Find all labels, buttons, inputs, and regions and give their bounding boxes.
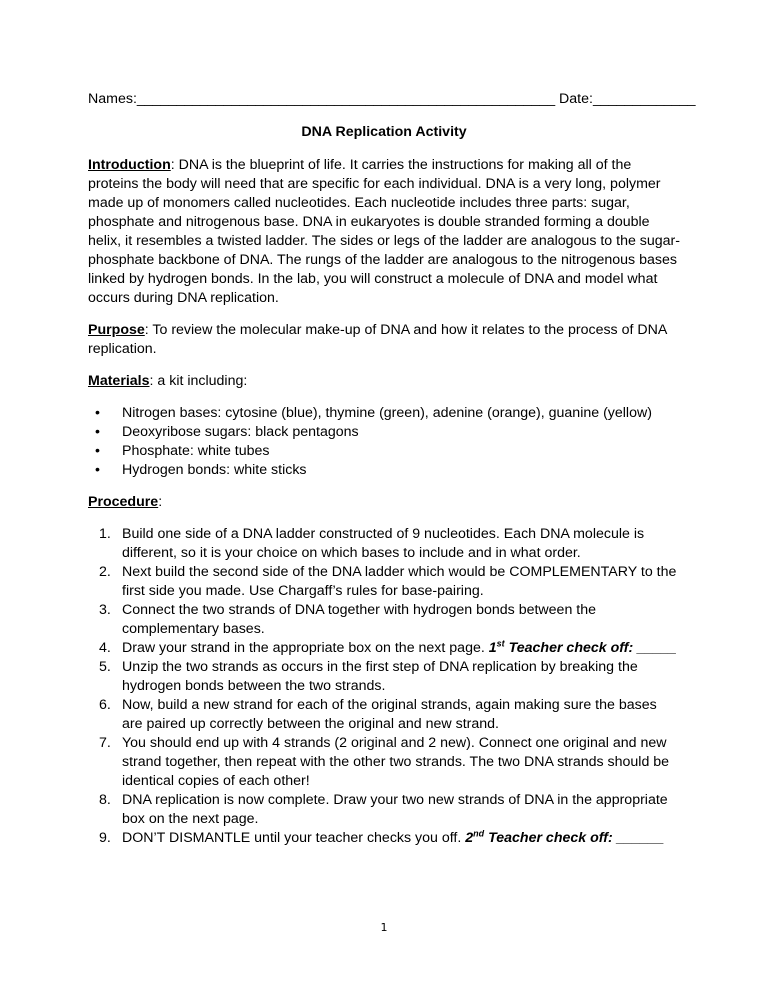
materials-intro: : a kit including: — [149, 373, 248, 389]
teacher-check-off-1 — [489, 640, 677, 656]
step-text: Next build the second side of the DNA ladder which would be COMPLEMENTARY to the first side you made. Use Chargaff’s rules for base-pairing. — [122, 564, 677, 599]
document-body — [88, 90, 696, 848]
introduction-text: : DNA is the blueprint of life. It carries the instructions for making all of the proteins the body will need that are specific for each individual. DNA is a very long, polymer made up of monomers called nucleotides. Each nucleotide includes three parts: sugar, phosphate and nitrogenous base. DNA in eukaryotes is double stranded forming a double helix, it resembles a twisted ladder. The sides or legs of the ladder are analogous to the sugar-phosphate backbone of DNA. The rungs of the ladder are analogous to the nitrogenous bases linked by hydrogen bonds. In the lab, you will construct a molecule of DNA and model what occurs during DNA replication. — [88, 157, 681, 306]
step-number: 6. — [99, 697, 111, 713]
page-number: 1 — [380, 921, 388, 934]
step-text: Unzip the two strands as occurs in the first step of DNA replication by breaking the hydrogen bonds between the two strands. — [122, 659, 638, 694]
step-number: 4. — [99, 640, 111, 656]
procedure-colon: : — [158, 494, 163, 510]
check-text: Teacher check off: _____ — [504, 640, 677, 656]
materials-list — [88, 404, 680, 480]
step-number: 9. — [99, 830, 111, 846]
date-label: Date: — [559, 91, 593, 107]
step-number: 8. — [99, 792, 111, 808]
introduction-paragraph — [88, 156, 680, 308]
materials-heading: Materials — [88, 373, 150, 389]
date-blank: _____________ — [592, 91, 696, 107]
list-item: • Hydrogen bonds: white sticks — [88, 461, 680, 480]
list-item: • Nitrogen bases: cytosine (blue), thymine (green), adenine (orange), guanine (yellow) — [88, 404, 680, 423]
check-ordinal: 2 — [465, 830, 474, 846]
procedure-step — [88, 791, 680, 829]
check-ordinal: 1 — [488, 640, 497, 656]
step-number: 7. — [99, 735, 111, 751]
procedure-step — [88, 601, 680, 639]
procedure-step — [88, 639, 680, 658]
procedure-steps — [88, 525, 680, 848]
step-text: DON’T DISMANTLE until your teacher checks you off. — [122, 830, 466, 846]
step-number: 1. — [99, 526, 111, 542]
check-ordinal-suffix: st — [496, 638, 505, 649]
names-date-line — [88, 90, 696, 109]
step-text: You should end up with 4 strands (2 original and 2 new). Connect one original and new strand together, then repeat with the other two strands. The two DNA strands should be identical copies of each other! — [122, 735, 670, 789]
procedure-step — [88, 696, 680, 734]
procedure-step — [88, 829, 680, 848]
step-text: DNA replication is now complete. Draw your two new strands of DNA in the appropriate box on the next page. — [122, 792, 668, 827]
step-number: 5. — [99, 659, 111, 675]
names-blank: _____________________________________________________ — [136, 91, 556, 107]
document-title: DNA Replication Activity — [301, 124, 467, 140]
list-item: • Phosphate: white tubes — [88, 442, 680, 461]
teacher-check-off-2 — [465, 830, 664, 846]
purpose-paragraph — [88, 321, 680, 359]
procedure-step — [88, 734, 680, 791]
check-text: Teacher check off: ______ — [484, 830, 664, 846]
step-text: Build one side of a DNA ladder constructed of 9 nucleotides. Each DNA molecule is different, so it is your choice on which bases to include and in what order. — [122, 526, 645, 561]
procedure-step — [88, 658, 680, 696]
step-text: Connect the two strands of DNA together with hydrogen bonds between the complementary bases. — [122, 602, 596, 637]
procedure-step — [88, 563, 680, 601]
check-ordinal-suffix: nd — [473, 828, 485, 839]
procedure-step — [88, 525, 680, 563]
materials-paragraph — [88, 372, 680, 391]
procedure-paragraph — [88, 493, 680, 512]
names-label: Names: — [88, 91, 137, 107]
step-number: 3. — [99, 602, 111, 618]
step-number: 2. — [99, 564, 111, 580]
purpose-heading: Purpose — [88, 322, 145, 338]
purpose-text: : To review the molecular make-up of DNA and how it relates to the process of DNA replication. — [88, 322, 667, 357]
introduction-heading: Introduction — [88, 157, 171, 173]
procedure-heading: Procedure — [88, 494, 159, 510]
step-text: Now, build a new strand for each of the original strands, again making sure the bases are paired up correctly between the original and new strand. — [122, 697, 657, 732]
list-item: • Deoxyribose sugars: black pentagons — [88, 423, 680, 442]
step-text: Draw your strand in the appropriate box on the next page. — [122, 640, 489, 656]
